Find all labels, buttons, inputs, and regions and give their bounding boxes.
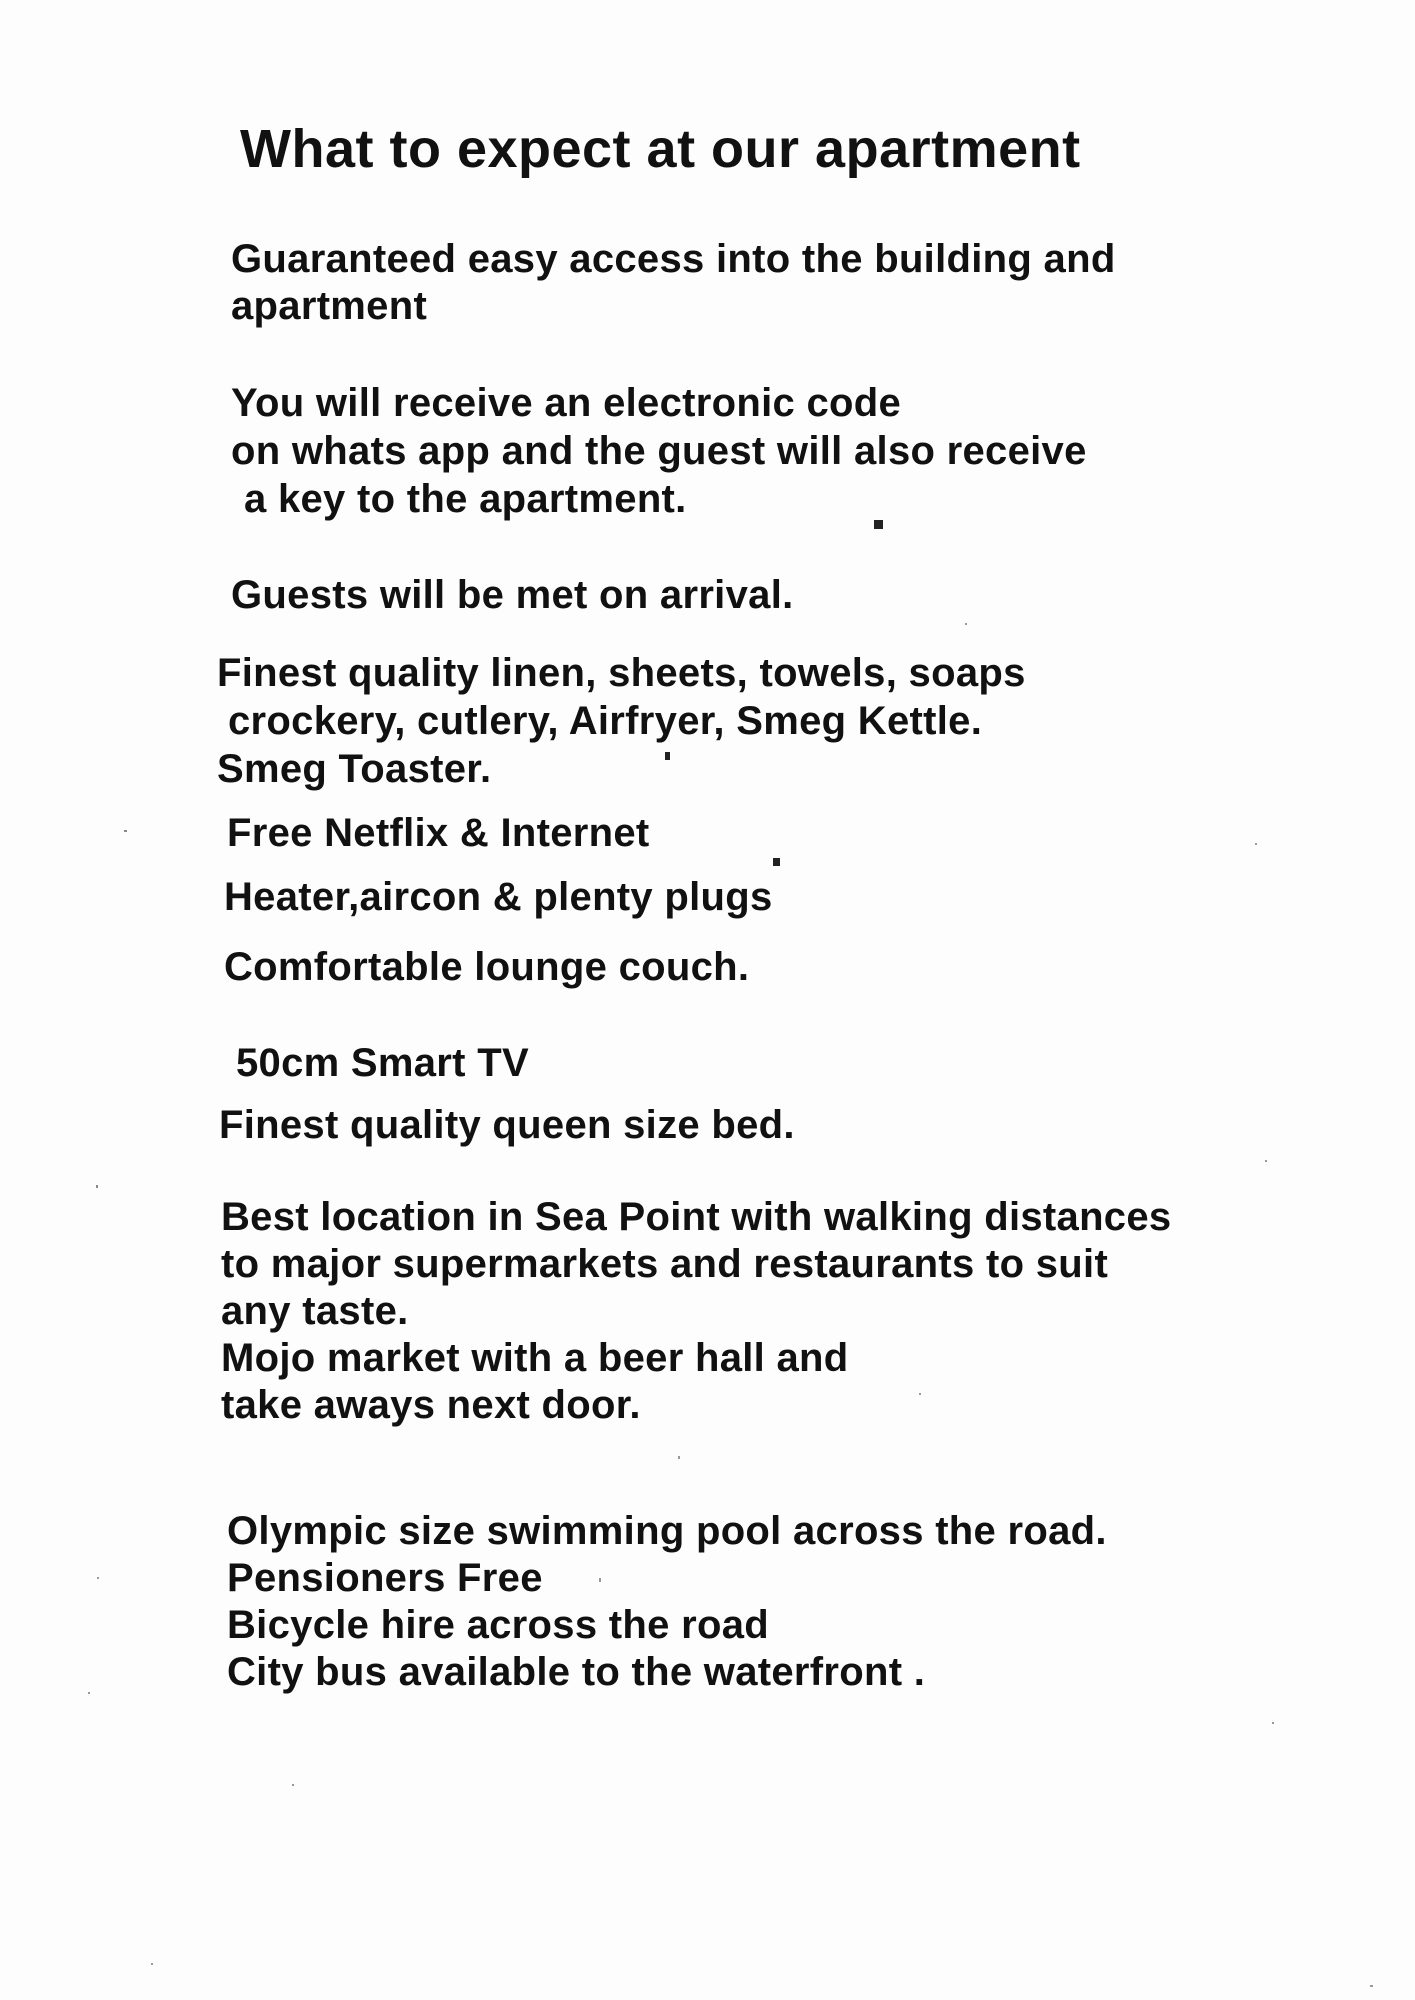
scan-speck <box>665 752 670 760</box>
text-line: on whats app and the guest will also receive <box>231 429 1087 473</box>
text-line: Olympic size swimming pool across the road. <box>227 1509 1107 1553</box>
scan-speck <box>599 1578 601 1582</box>
scan-speck <box>151 1963 153 1965</box>
text-line: Pensioners Free <box>227 1556 543 1600</box>
text-line: any taste. <box>221 1289 409 1333</box>
text-line: Guaranteed easy access into the building and <box>231 237 1116 281</box>
scan-speck <box>88 1692 90 1694</box>
text-line: 50cm Smart TV <box>236 1041 529 1085</box>
text-line: Heater,aircon & plenty plugs <box>224 875 773 919</box>
text-line: Finest quality queen size bed. <box>219 1103 795 1147</box>
scan-speck <box>97 1577 99 1579</box>
scan-speck <box>919 1393 921 1395</box>
scan-speck <box>678 1456 680 1459</box>
scan-speck <box>96 1185 98 1188</box>
text-line: Best location in Sea Point with walking distances <box>221 1195 1172 1239</box>
text-line: Comfortable lounge couch. <box>224 945 750 989</box>
scan-speck <box>124 830 127 832</box>
scan-speck <box>1265 1160 1267 1162</box>
page-title: What to expect at our apartment <box>240 119 1081 179</box>
text-line: Mojo market with a beer hall and <box>221 1336 849 1380</box>
text-line: Free Netflix & Internet <box>227 811 650 855</box>
text-line: City bus available to the waterfront . <box>227 1650 926 1694</box>
text-line: Finest quality linen, sheets, towels, soaps <box>217 651 1026 695</box>
text-line: You will receive an electronic code <box>231 381 902 425</box>
text-line: to major supermarkets and restaurants to suit <box>221 1242 1109 1286</box>
text-line: Guests will be met on arrival. <box>231 573 794 617</box>
scan-speck <box>1272 1722 1274 1724</box>
scan-speck <box>1255 843 1257 845</box>
scan-speck <box>773 858 780 866</box>
scan-speck <box>292 1784 294 1786</box>
scan-speck <box>965 623 967 625</box>
text-line: apartment <box>231 284 428 328</box>
text-line: a key to the apartment. <box>244 477 687 521</box>
scan-speck <box>1370 1985 1373 1987</box>
text-line: Bicycle hire across the road <box>227 1603 769 1647</box>
text-line: take aways next door. <box>221 1383 641 1427</box>
text-line: crockery, cutlery, Airfryer, Smeg Kettle. <box>228 699 983 743</box>
scan-speck <box>874 520 883 529</box>
text-line: Smeg Toaster. <box>217 747 492 791</box>
